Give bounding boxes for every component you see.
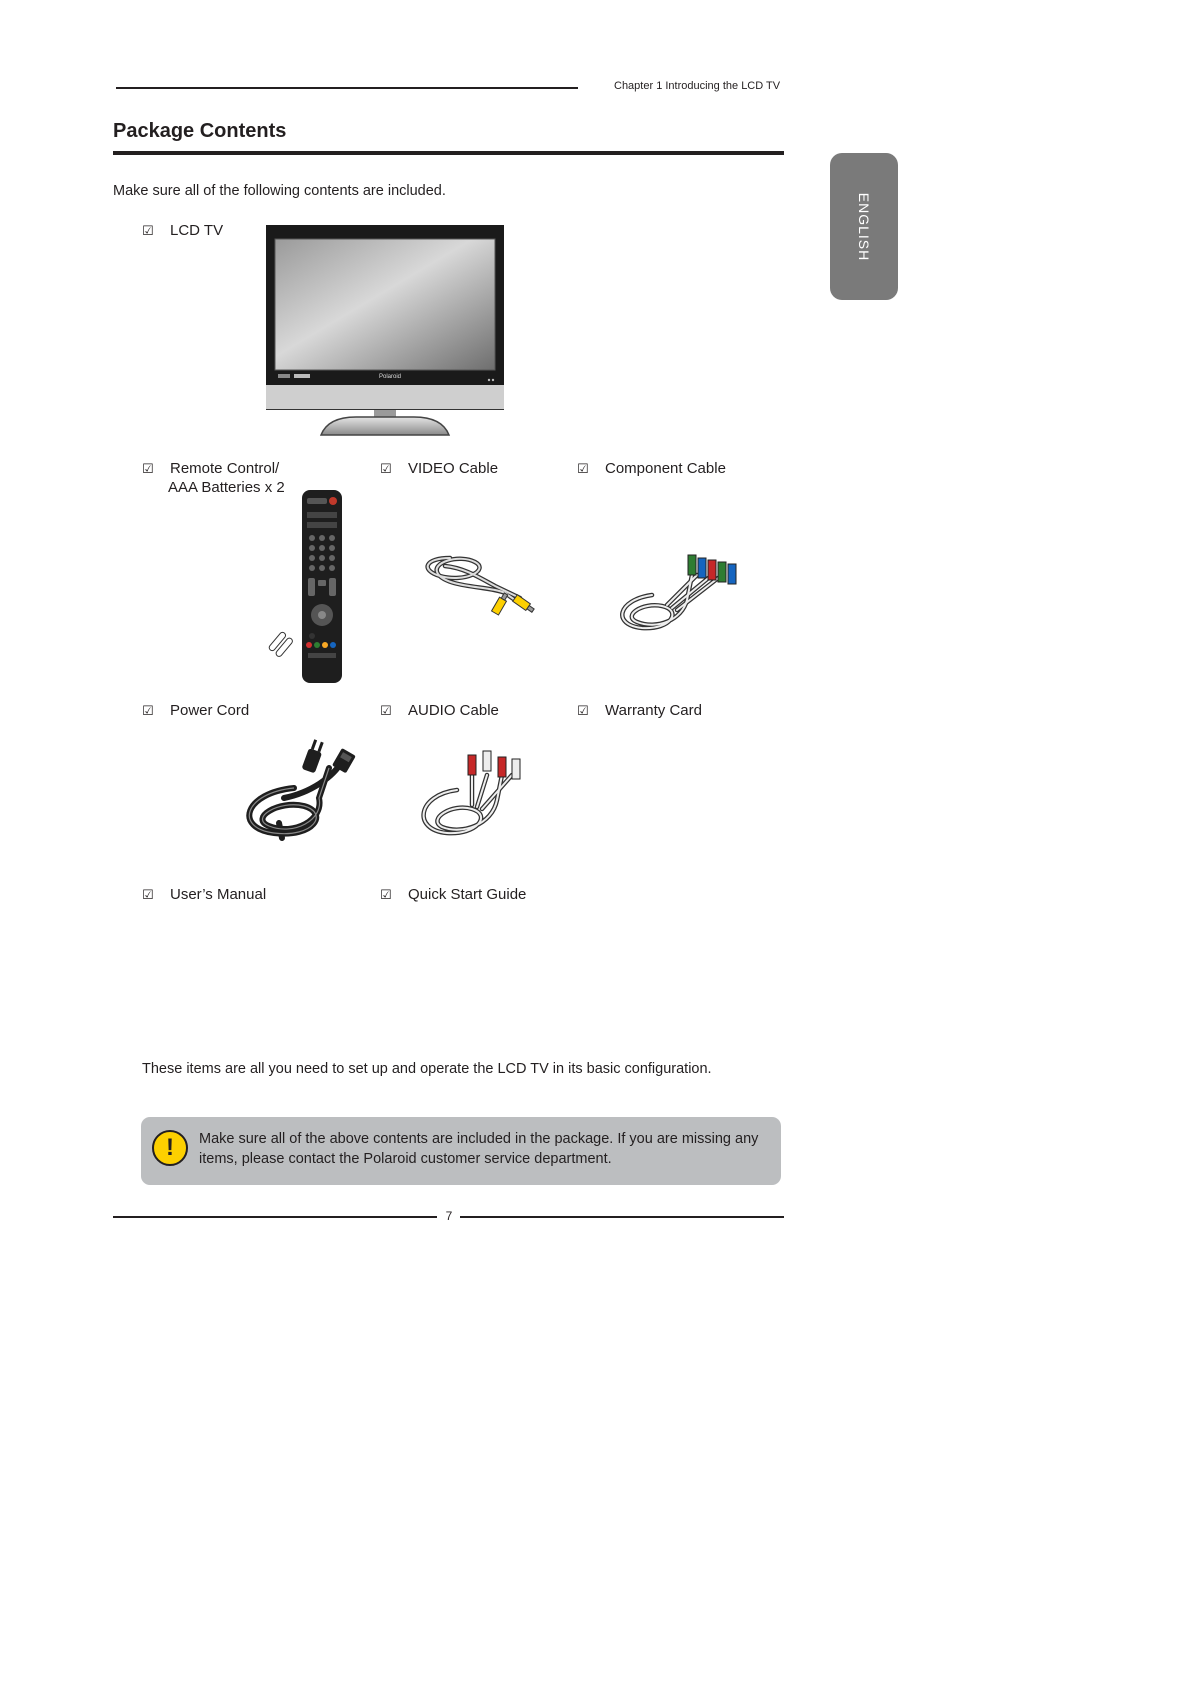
checkbox-icon: ☑ xyxy=(380,704,392,719)
intro-text: Make sure all of the following contents are included. xyxy=(113,183,446,199)
closing-text: These items are all you need to set up and operate the LCD TV in its basic configuration. xyxy=(142,1061,712,1077)
footer-rule-right xyxy=(460,1216,784,1218)
chapter-header: Chapter 1 Introducing the LCD TV xyxy=(614,80,781,92)
power-cord-image xyxy=(234,738,369,846)
checkbox-icon: ☑ xyxy=(142,888,154,903)
item-label: AUDIO Cable xyxy=(408,702,499,719)
video-cable-image xyxy=(420,548,550,630)
item-label: User’s Manual xyxy=(170,886,267,903)
exclamation-icon: ! xyxy=(152,1130,188,1166)
item-lcd-tv xyxy=(142,222,223,241)
item-label: Remote Control/ xyxy=(170,460,280,477)
item-label: LCD TV xyxy=(170,222,224,239)
item-label: VIDEO Cable xyxy=(408,460,499,477)
checkbox-icon: ☑ xyxy=(577,462,589,477)
footer-rule-left xyxy=(113,1216,437,1218)
item-power-cord xyxy=(142,702,249,721)
item-label: Power Cord xyxy=(170,702,250,719)
item-video-cable xyxy=(380,460,498,479)
checkbox-icon: ☑ xyxy=(142,462,154,477)
page-number: 7 xyxy=(445,1209,453,1223)
page-title: Package Contents xyxy=(113,120,287,142)
title-rule xyxy=(113,151,784,155)
item-audio-cable xyxy=(380,702,499,721)
note-text: Make sure all of the above contents are included in the package. If you are missing any items, please contact the Polaroid customer service department. xyxy=(199,1131,759,1167)
checkbox-icon: ☑ xyxy=(142,224,154,239)
item-remote-control xyxy=(142,460,285,497)
item-label: Warranty Card xyxy=(605,702,702,719)
item-quick-start-guide xyxy=(380,886,526,905)
audio-cable-image xyxy=(412,745,557,845)
checkbox-icon: ☑ xyxy=(577,704,589,719)
checkbox-icon: ☑ xyxy=(380,888,392,903)
lcd-tv-image xyxy=(266,225,504,440)
remote-control-image xyxy=(265,490,345,685)
note-box xyxy=(141,1117,781,1185)
language-tab xyxy=(830,153,898,300)
header-rule xyxy=(116,87,578,89)
language-tab-label: ENGLISH xyxy=(856,192,872,261)
item-label: Component Cable xyxy=(605,460,726,477)
component-cable-image xyxy=(612,550,742,638)
item-component-cable xyxy=(577,460,726,479)
tv-brand-logo: Polaroid xyxy=(379,374,402,380)
item-label-line2: AAA Batteries x 2 xyxy=(168,479,285,496)
item-label: Quick Start Guide xyxy=(408,886,527,903)
item-users-manual xyxy=(142,886,266,905)
checkbox-icon: ☑ xyxy=(380,462,392,477)
item-warranty-card xyxy=(577,702,702,721)
checkbox-icon: ☑ xyxy=(142,704,154,719)
